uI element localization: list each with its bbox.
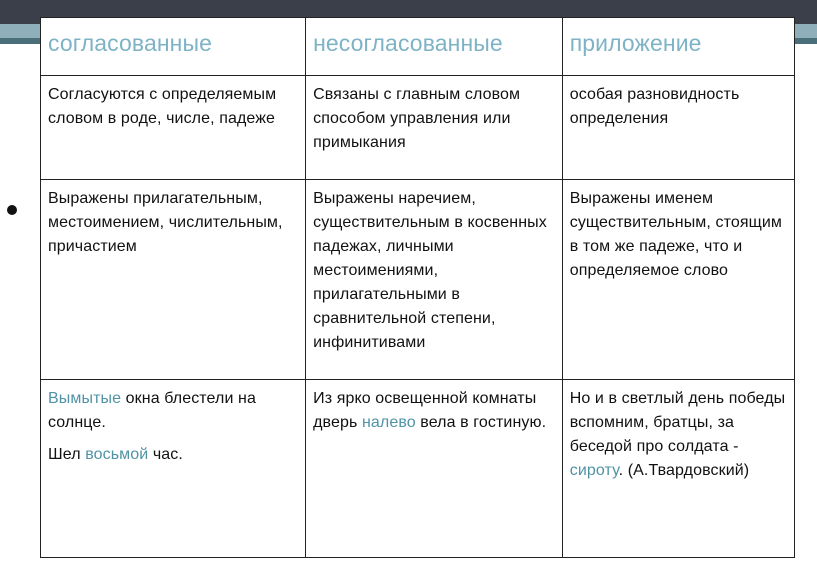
cell-non-agreed-examples — [306, 380, 563, 558]
cell-apposition-examples — [562, 380, 794, 558]
definitions-table — [40, 17, 795, 558]
example-paragraph — [48, 387, 298, 435]
table-header-row — [41, 18, 795, 76]
example-text: вела в гостиную. — [415, 414, 547, 431]
cell-non-agreed-expression: Выражены наречием, существительным в косвенных падежах, личными местоимениями, прилагательными в сравнительной степени, инфинитивами — [306, 180, 563, 380]
highlighted-word: сироту — [569, 462, 619, 479]
example-paragraph — [48, 443, 298, 467]
example-text: Но и в светлый день победы вспомним, братцы, за беседой про солдата - — [569, 390, 786, 455]
table-row — [41, 76, 795, 180]
highlighted-word: налево — [361, 414, 416, 431]
cell-agreed-connection: Согласуются с определяемым словом в роде, числе, падеже — [41, 76, 306, 180]
cell-apposition-connection: особая разновидность определения — [562, 76, 794, 180]
header-cell-non-agreed: несогласованные — [306, 18, 563, 76]
highlighted-word: Вымытые — [48, 390, 122, 407]
table-row — [41, 180, 795, 380]
example-text: Из ярко освещенной комнаты дверь — [313, 390, 537, 431]
example-text: час. — [148, 446, 183, 463]
table-row — [41, 380, 795, 558]
example-text: Шел — [48, 446, 86, 463]
bullet-point — [7, 205, 17, 215]
header-cell-agreed: согласованные — [41, 18, 306, 76]
highlighted-word: восьмой — [85, 446, 149, 463]
example-text: . (А.Твардовский) — [618, 462, 750, 479]
cell-apposition-expression: Выражены именем существительным, стоящим в том же падеже, что и определяемое слово — [562, 180, 794, 380]
cell-agreed-examples — [41, 380, 306, 558]
cell-agreed-expression: Выражены прилагательным, местоимением, числительным, причастием — [41, 180, 306, 380]
header-cell-apposition: приложение — [562, 18, 794, 76]
cell-non-agreed-connection: Связаны с главным словом способом управления или примыкания — [306, 76, 563, 180]
example-text: окна блестели на солнце. — [48, 390, 256, 431]
